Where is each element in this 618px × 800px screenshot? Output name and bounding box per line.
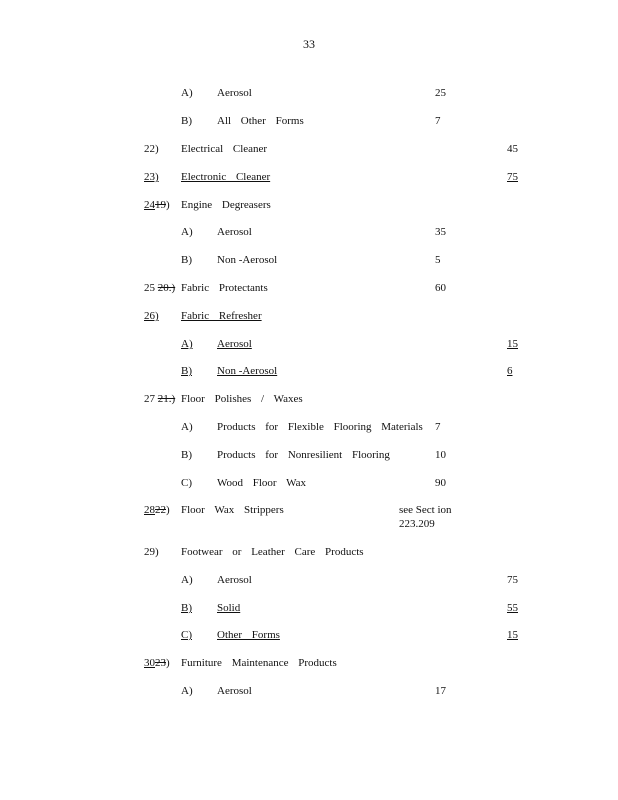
item-letter: A) [181,226,193,238]
item-text: Aerosol [217,226,252,238]
deleted-number: 22 [155,504,166,516]
list-item [0,86,618,100]
list-item [0,601,618,615]
item-letter: A) [181,421,193,433]
list-item [0,545,618,559]
item-text: Aerosol [217,685,252,697]
item-letter: B) [181,365,192,377]
item-letter: C) [181,629,192,641]
page-number: 33 [303,37,315,51]
item-number [144,503,170,517]
list-item [0,198,618,212]
list-item [0,225,618,239]
item-value: 75 [507,574,518,586]
item-letter: A) [181,338,193,350]
item-value: 7 [435,115,441,127]
list-item [0,337,618,351]
list-item [0,142,618,156]
item-text: Non -Aerosol [217,365,278,377]
inserted-number: 30 [144,657,155,669]
item-value: 17 [435,685,446,697]
item-value: 75 [507,171,518,183]
item-letter: A) [181,87,193,99]
inserted-number: 25 [144,282,155,294]
item-value: 10 [435,449,446,461]
list-item [0,309,618,323]
item-text: Non -Aerosol [217,254,278,266]
item-value: 25 [435,87,446,99]
number-paren: ) [166,199,170,211]
item-value: 35 [435,226,446,238]
list-item [0,503,618,517]
item-number [144,392,175,406]
item-number [144,198,170,212]
item-letter: B) [181,115,192,127]
item-number: 22) [144,143,159,155]
list-item [0,170,618,184]
deleted-number: 19 [155,199,166,211]
item-value: 6 [507,365,513,377]
list-item [0,684,618,698]
item-value: 60 [435,282,446,294]
item-number: 23) [144,171,159,183]
item-text: Floor Wax Strippers [181,504,284,516]
item-text: Floor Polishes / Waxes [181,393,303,405]
item-text: Engine Degreasers [181,199,271,211]
item-value: 45 [507,143,518,155]
item-text: Electrical Cleaner [181,143,268,155]
item-number [144,656,170,670]
deleted-number: 23 [155,657,166,669]
deleted-number: 20.) [157,282,176,294]
item-value: 15 [507,629,518,641]
item-text: Aerosol [217,338,252,350]
deleted-number: 21.) [157,393,176,405]
number-paren: ) [166,657,170,669]
item-value: 7 [435,421,441,433]
item-letter: A) [181,685,193,697]
inserted-number: 28 [144,504,155,516]
item-value: 15 [507,338,518,350]
item-text: All Other Forms [217,115,304,127]
item-letter: C) [181,477,192,489]
item-letter: B) [181,602,192,614]
number-paren: ) [166,504,170,516]
list-item [0,253,618,267]
item-text: Aerosol [217,574,252,586]
list-item [0,114,618,128]
item-value: 90 [435,477,446,489]
item-number: 26) [144,310,159,322]
item-letter: B) [181,449,192,461]
list-item [0,420,618,434]
item-text: Other Forms [217,629,280,641]
item-reference-number: 223.209 [399,518,435,530]
item-text: Fabric Protectants [181,282,268,294]
inserted-number: 27 [144,393,155,405]
item-text: Fabric Refresher [181,310,262,322]
list-item [0,476,618,490]
item-text: Aerosol [217,87,252,99]
item-number: 29) [144,546,159,558]
item-text: Electronic Cleaner [181,171,271,183]
list-item [0,364,618,378]
item-text: Furniture Maintenance Products [181,657,337,669]
list-item [0,281,618,295]
item-text: Products for Flexible Flooring Materials [217,421,423,433]
item-number [144,281,175,295]
item-text: Products for Nonresilient Flooring [217,449,390,461]
list-item [0,573,618,587]
list-item [0,656,618,670]
item-value: 5 [435,254,441,266]
item-letter: A) [181,574,193,586]
item-value: 55 [507,602,518,614]
list-item [0,448,618,462]
list-item [0,392,618,406]
list-item-continuation [0,517,618,531]
item-text: Wood Floor Wax [217,477,307,489]
item-reference: see Sect ion [399,504,452,516]
list-item [0,628,618,642]
inserted-number: 24 [144,199,155,211]
item-letter: B) [181,254,192,266]
item-text: Solid [217,602,241,614]
item-text: Footwear or Leather Care Products [181,546,364,558]
